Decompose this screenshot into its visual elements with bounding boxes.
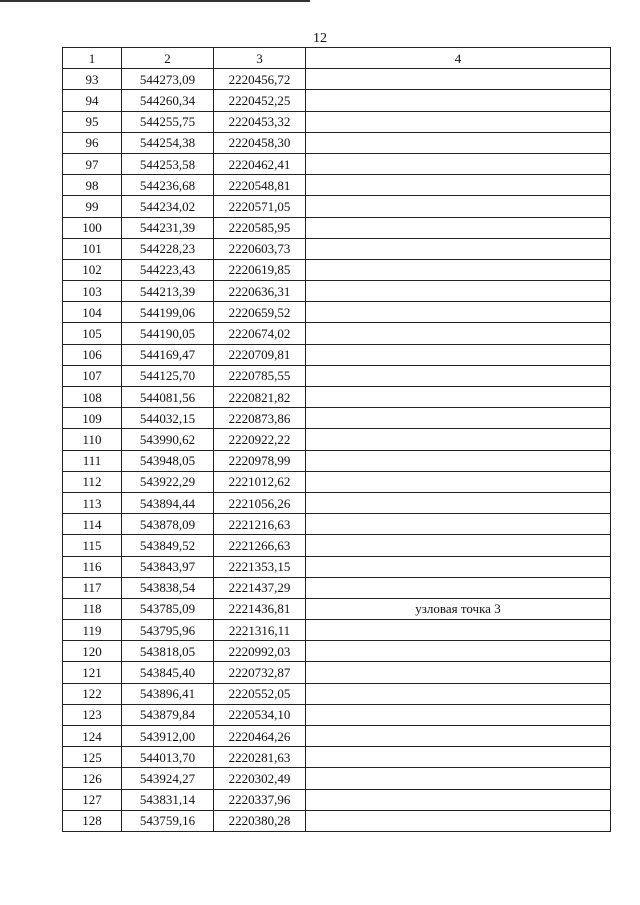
x-coordinate-cell: 543795,96 — [122, 620, 214, 641]
point-number-cell: 100 — [63, 217, 122, 238]
x-coordinate-cell: 543922,29 — [122, 471, 214, 492]
point-number-cell: 115 — [63, 535, 122, 556]
x-coordinate-cell: 543843,97 — [122, 556, 214, 577]
y-coordinate-cell: 2220585,95 — [214, 217, 306, 238]
y-coordinate-cell: 2220659,52 — [214, 302, 306, 323]
table-row — [63, 90, 611, 111]
y-coordinate-cell: 2220619,85 — [214, 259, 306, 280]
x-coordinate-cell: 544255,75 — [122, 111, 214, 132]
x-coordinate-cell: 544032,15 — [122, 408, 214, 429]
top-border-line — [0, 0, 310, 2]
x-coordinate-cell: 543831,14 — [122, 789, 214, 810]
x-coordinate-cell: 544254,38 — [122, 132, 214, 153]
table-row — [63, 789, 611, 810]
point-number-cell: 97 — [63, 153, 122, 174]
point-number-cell: 107 — [63, 365, 122, 386]
table-header-row — [63, 48, 611, 69]
x-coordinate-cell: 544236,68 — [122, 175, 214, 196]
note-cell — [306, 238, 611, 259]
x-coordinate-cell: 543990,62 — [122, 429, 214, 450]
y-coordinate-cell: 2221437,29 — [214, 577, 306, 598]
note-cell — [306, 683, 611, 704]
table-row — [63, 810, 611, 831]
y-coordinate-cell: 2220337,96 — [214, 789, 306, 810]
y-coordinate-cell: 2220992,03 — [214, 641, 306, 662]
note-cell — [306, 429, 611, 450]
table-row — [63, 747, 611, 768]
point-number-cell: 112 — [63, 471, 122, 492]
x-coordinate-cell: 543818,05 — [122, 641, 214, 662]
point-number-cell: 116 — [63, 556, 122, 577]
table-row — [63, 238, 611, 259]
note-cell — [306, 302, 611, 323]
x-coordinate-cell: 543896,41 — [122, 683, 214, 704]
y-coordinate-cell: 2220534,10 — [214, 704, 306, 725]
point-number-cell: 104 — [63, 302, 122, 323]
x-coordinate-cell: 543845,40 — [122, 662, 214, 683]
y-coordinate-cell: 2220603,73 — [214, 238, 306, 259]
point-number-cell: 98 — [63, 175, 122, 196]
point-number-cell: 95 — [63, 111, 122, 132]
table-row — [63, 196, 611, 217]
point-number-cell: 106 — [63, 344, 122, 365]
point-number-cell: 127 — [63, 789, 122, 810]
y-coordinate-cell: 2220821,82 — [214, 387, 306, 408]
column-header-x: 2 — [122, 48, 214, 69]
y-coordinate-cell: 2220709,81 — [214, 344, 306, 365]
y-coordinate-cell: 2220548,81 — [214, 175, 306, 196]
note-cell — [306, 789, 611, 810]
table-body — [63, 69, 611, 832]
point-number-cell: 122 — [63, 683, 122, 704]
x-coordinate-cell: 543878,09 — [122, 514, 214, 535]
y-coordinate-cell: 2221353,15 — [214, 556, 306, 577]
table-row — [63, 535, 611, 556]
table-row — [63, 365, 611, 386]
table-row — [63, 450, 611, 471]
x-coordinate-cell: 544234,02 — [122, 196, 214, 217]
note-cell — [306, 323, 611, 344]
y-coordinate-cell: 2220732,87 — [214, 662, 306, 683]
x-coordinate-cell: 544169,47 — [122, 344, 214, 365]
table-row — [63, 598, 611, 619]
point-number-cell: 102 — [63, 259, 122, 280]
table-row — [63, 704, 611, 725]
x-coordinate-cell: 544081,56 — [122, 387, 214, 408]
point-number-cell: 117 — [63, 577, 122, 598]
y-coordinate-cell: 2221012,62 — [214, 471, 306, 492]
y-coordinate-cell: 2221056,26 — [214, 492, 306, 513]
y-coordinate-cell: 2221436,81 — [214, 598, 306, 619]
table-row — [63, 69, 611, 90]
point-number-cell: 119 — [63, 620, 122, 641]
table-row — [63, 259, 611, 280]
table-row — [63, 577, 611, 598]
note-cell — [306, 471, 611, 492]
note-cell — [306, 153, 611, 174]
note-cell — [306, 365, 611, 386]
table-row — [63, 662, 611, 683]
table-row — [63, 281, 611, 302]
point-number-cell: 105 — [63, 323, 122, 344]
note-cell — [306, 387, 611, 408]
y-coordinate-cell: 2221316,11 — [214, 620, 306, 641]
note-cell — [306, 132, 611, 153]
table-row — [63, 514, 611, 535]
x-coordinate-cell: 543894,44 — [122, 492, 214, 513]
table-row — [63, 344, 611, 365]
y-coordinate-cell: 2220464,26 — [214, 726, 306, 747]
x-coordinate-cell: 544125,70 — [122, 365, 214, 386]
column-header-note: 4 — [306, 48, 611, 69]
note-cell — [306, 810, 611, 831]
note-cell — [306, 111, 611, 132]
x-coordinate-cell: 543924,27 — [122, 768, 214, 789]
table-row — [63, 175, 611, 196]
y-coordinate-cell: 2220380,28 — [214, 810, 306, 831]
point-number-cell: 125 — [63, 747, 122, 768]
point-number-cell: 101 — [63, 238, 122, 259]
table-row — [63, 217, 611, 238]
y-coordinate-cell: 2220452,25 — [214, 90, 306, 111]
y-coordinate-cell: 2220978,99 — [214, 450, 306, 471]
table-row — [63, 768, 611, 789]
y-coordinate-cell: 2221216,63 — [214, 514, 306, 535]
table-row — [63, 492, 611, 513]
y-coordinate-cell: 2220458,30 — [214, 132, 306, 153]
table-row — [63, 323, 611, 344]
point-number-cell: 103 — [63, 281, 122, 302]
y-coordinate-cell: 2220456,72 — [214, 69, 306, 90]
note-cell — [306, 344, 611, 365]
point-number-cell: 126 — [63, 768, 122, 789]
y-coordinate-cell: 2220552,05 — [214, 683, 306, 704]
point-number-cell: 96 — [63, 132, 122, 153]
x-coordinate-cell: 543785,09 — [122, 598, 214, 619]
x-coordinate-cell: 543759,16 — [122, 810, 214, 831]
table-row — [63, 641, 611, 662]
note-cell — [306, 90, 611, 111]
note-cell — [306, 281, 611, 302]
x-coordinate-cell: 544199,06 — [122, 302, 214, 323]
note-cell — [306, 408, 611, 429]
note-cell — [306, 450, 611, 471]
column-header-point: 1 — [63, 48, 122, 69]
point-number-cell: 124 — [63, 726, 122, 747]
x-coordinate-cell: 544223,43 — [122, 259, 214, 280]
note-cell — [306, 662, 611, 683]
y-coordinate-cell: 2220636,31 — [214, 281, 306, 302]
note-cell: узловая точка 3 — [306, 598, 611, 619]
column-header-y: 3 — [214, 48, 306, 69]
x-coordinate-cell: 544213,39 — [122, 281, 214, 302]
x-coordinate-cell: 544013,70 — [122, 747, 214, 768]
x-coordinate-cell: 544253,58 — [122, 153, 214, 174]
note-cell — [306, 747, 611, 768]
note-cell — [306, 704, 611, 725]
note-cell — [306, 196, 611, 217]
note-cell — [306, 768, 611, 789]
point-number-cell: 121 — [63, 662, 122, 683]
note-cell — [306, 535, 611, 556]
note-cell — [306, 492, 611, 513]
table-row — [63, 471, 611, 492]
point-number-cell: 110 — [63, 429, 122, 450]
point-number-cell: 93 — [63, 69, 122, 90]
point-number-cell: 118 — [63, 598, 122, 619]
point-number-cell: 111 — [63, 450, 122, 471]
point-number-cell: 113 — [63, 492, 122, 513]
y-coordinate-cell: 2220873,86 — [214, 408, 306, 429]
x-coordinate-cell: 543838,54 — [122, 577, 214, 598]
x-coordinate-cell: 544231,39 — [122, 217, 214, 238]
table-row — [63, 132, 611, 153]
note-cell — [306, 577, 611, 598]
y-coordinate-cell: 2220281,63 — [214, 747, 306, 768]
point-number-cell: 114 — [63, 514, 122, 535]
y-coordinate-cell: 2220571,05 — [214, 196, 306, 217]
table-row — [63, 153, 611, 174]
x-coordinate-cell: 543948,05 — [122, 450, 214, 471]
note-cell — [306, 620, 611, 641]
point-number-cell: 128 — [63, 810, 122, 831]
y-coordinate-cell: 2220785,55 — [214, 365, 306, 386]
table-row — [63, 620, 611, 641]
note-cell — [306, 514, 611, 535]
note-cell — [306, 69, 611, 90]
note-cell — [306, 217, 611, 238]
table-row — [63, 429, 611, 450]
note-cell — [306, 726, 611, 747]
table-row — [63, 556, 611, 577]
note-cell — [306, 641, 611, 662]
x-coordinate-cell: 544260,34 — [122, 90, 214, 111]
table-row — [63, 683, 611, 704]
y-coordinate-cell: 2220462,41 — [214, 153, 306, 174]
table-row — [63, 111, 611, 132]
point-number-cell: 108 — [63, 387, 122, 408]
x-coordinate-cell: 544273,09 — [122, 69, 214, 90]
x-coordinate-cell: 544190,05 — [122, 323, 214, 344]
table-row — [63, 302, 611, 323]
x-coordinate-cell: 544228,23 — [122, 238, 214, 259]
note-cell — [306, 259, 611, 280]
point-number-cell: 109 — [63, 408, 122, 429]
x-coordinate-cell: 543849,52 — [122, 535, 214, 556]
table-row — [63, 408, 611, 429]
y-coordinate-cell: 2220922,22 — [214, 429, 306, 450]
page-number: 12 — [313, 31, 327, 46]
table-row — [63, 726, 611, 747]
note-cell — [306, 556, 611, 577]
point-number-cell: 99 — [63, 196, 122, 217]
y-coordinate-cell: 2220302,49 — [214, 768, 306, 789]
point-number-cell: 94 — [63, 90, 122, 111]
table-row — [63, 387, 611, 408]
note-cell — [306, 175, 611, 196]
point-number-cell: 123 — [63, 704, 122, 725]
y-coordinate-cell: 2221266,63 — [214, 535, 306, 556]
coordinates-table — [62, 47, 611, 832]
y-coordinate-cell: 2220674,02 — [214, 323, 306, 344]
x-coordinate-cell: 543879,84 — [122, 704, 214, 725]
y-coordinate-cell: 2220453,32 — [214, 111, 306, 132]
x-coordinate-cell: 543912,00 — [122, 726, 214, 747]
point-number-cell: 120 — [63, 641, 122, 662]
